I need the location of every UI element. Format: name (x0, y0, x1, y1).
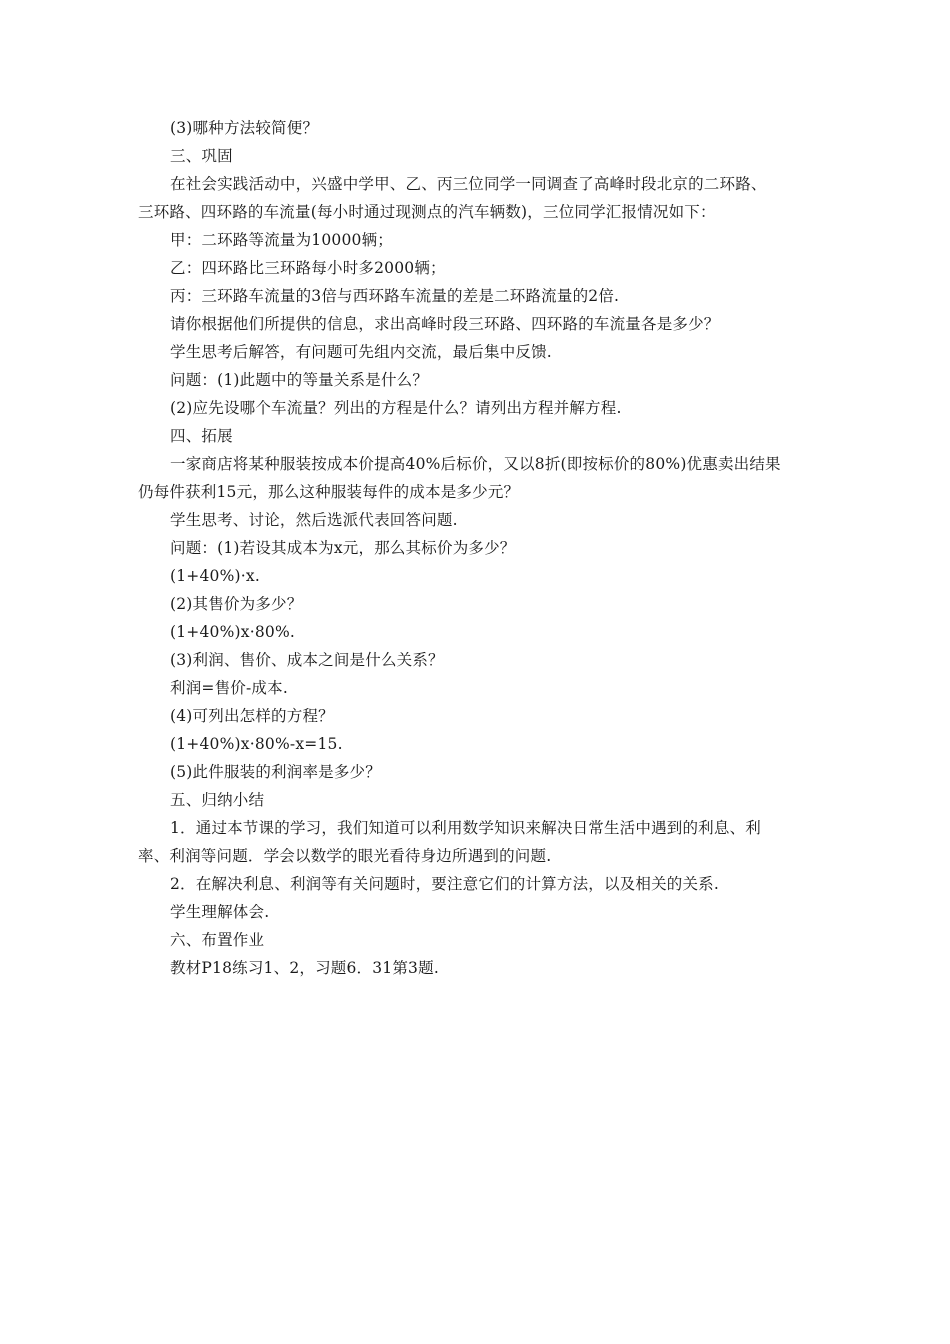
paragraph-line: 1．通过本节课的学习，我们知道可以利用数学知识来解决日常生活中遇到的利息、利 (170, 819, 761, 837)
section-heading-homework: 六、布置作业 (170, 931, 265, 949)
student-activity-note: 学生理解体会. (170, 903, 270, 921)
traffic-problem-paragraph (138, 170, 818, 226)
answer-expression: (1+40%)x·80%-x=15. (170, 735, 343, 753)
paragraph-line: 一家商店将某种服装按成本价提高40%后标价，又以8折(即按标价的80%)优惠卖出结果 (170, 455, 781, 473)
question-item: (3)利润、售价、成本之间是什么关系？ (170, 651, 444, 669)
question-item: 问题：(1)若设其成本为x元，那么其标价为多少？ (170, 539, 516, 557)
student-activity-note: 学生思考后解答，有问题可先组内交流，最后集中反馈. (170, 343, 552, 361)
section-heading-consolidate: 三、巩固 (170, 147, 233, 165)
paragraph-line: 三环路、四环路的车流量(每小时通过现测点的汽车辆数)，三位同学汇报情况如下： (138, 203, 716, 221)
document-body (138, 114, 818, 982)
student-jia-report: 甲：二环路等流量为10000辆； (170, 231, 394, 249)
summary-point-1 (138, 814, 818, 870)
question-item: (2)其售价为多少？ (170, 595, 303, 613)
problem-question: 请你根据他们所提供的信息，求出高峰时段三环路、四环路的车流量各是多少？ (170, 315, 720, 333)
homework-assignment: 教材P18练习1、2，习题6．31第3题. (170, 959, 439, 977)
section-heading-extension: 四、拓展 (170, 427, 233, 445)
clothing-problem-paragraph (138, 450, 818, 506)
question-item: (5)此件服装的利润率是多少？ (170, 763, 381, 781)
question-item: 问题：(1)此题中的等量关系是什么？ (170, 371, 429, 389)
paragraph-line: 仍每件获利15元，那么这种服装每件的成本是多少元？ (138, 483, 520, 501)
answer-expression: 利润=售价-成本. (170, 679, 288, 697)
question-3-line: (3)哪种方法较简便？ (170, 119, 319, 137)
answer-expression: (1+40%)·x. (170, 567, 260, 585)
student-activity-note: 学生思考、讨论，然后选派代表回答问题. (170, 511, 458, 529)
paragraph-line: 率、利润等问题．学会以数学的眼光看待身边所遇到的问题. (138, 847, 552, 865)
paragraph-line: 在社会实践活动中，兴盛中学甲、乙、丙三位同学一同调查了高峰时段北京的二环路、 (170, 175, 767, 193)
question-item: (2)应先设哪个车流量？列出的方程是什么？请列出方程并解方程. (170, 399, 622, 417)
question-item: (4)可列出怎样的方程？ (170, 707, 334, 725)
student-yi-report: 乙：四环路比三环路每小时多2000辆； (170, 259, 446, 277)
section-heading-summary: 五、归纳小结 (170, 791, 265, 809)
answer-expression: (1+40%)x·80%. (170, 623, 296, 641)
student-bing-report: 丙：三环路车流量的3倍与西环路车流量的差是二环路流量的2倍. (170, 287, 620, 305)
summary-point-2: 2．在解决利息、利润等有关问题时，要注意它们的计算方法，以及相关的关系. (170, 875, 719, 893)
